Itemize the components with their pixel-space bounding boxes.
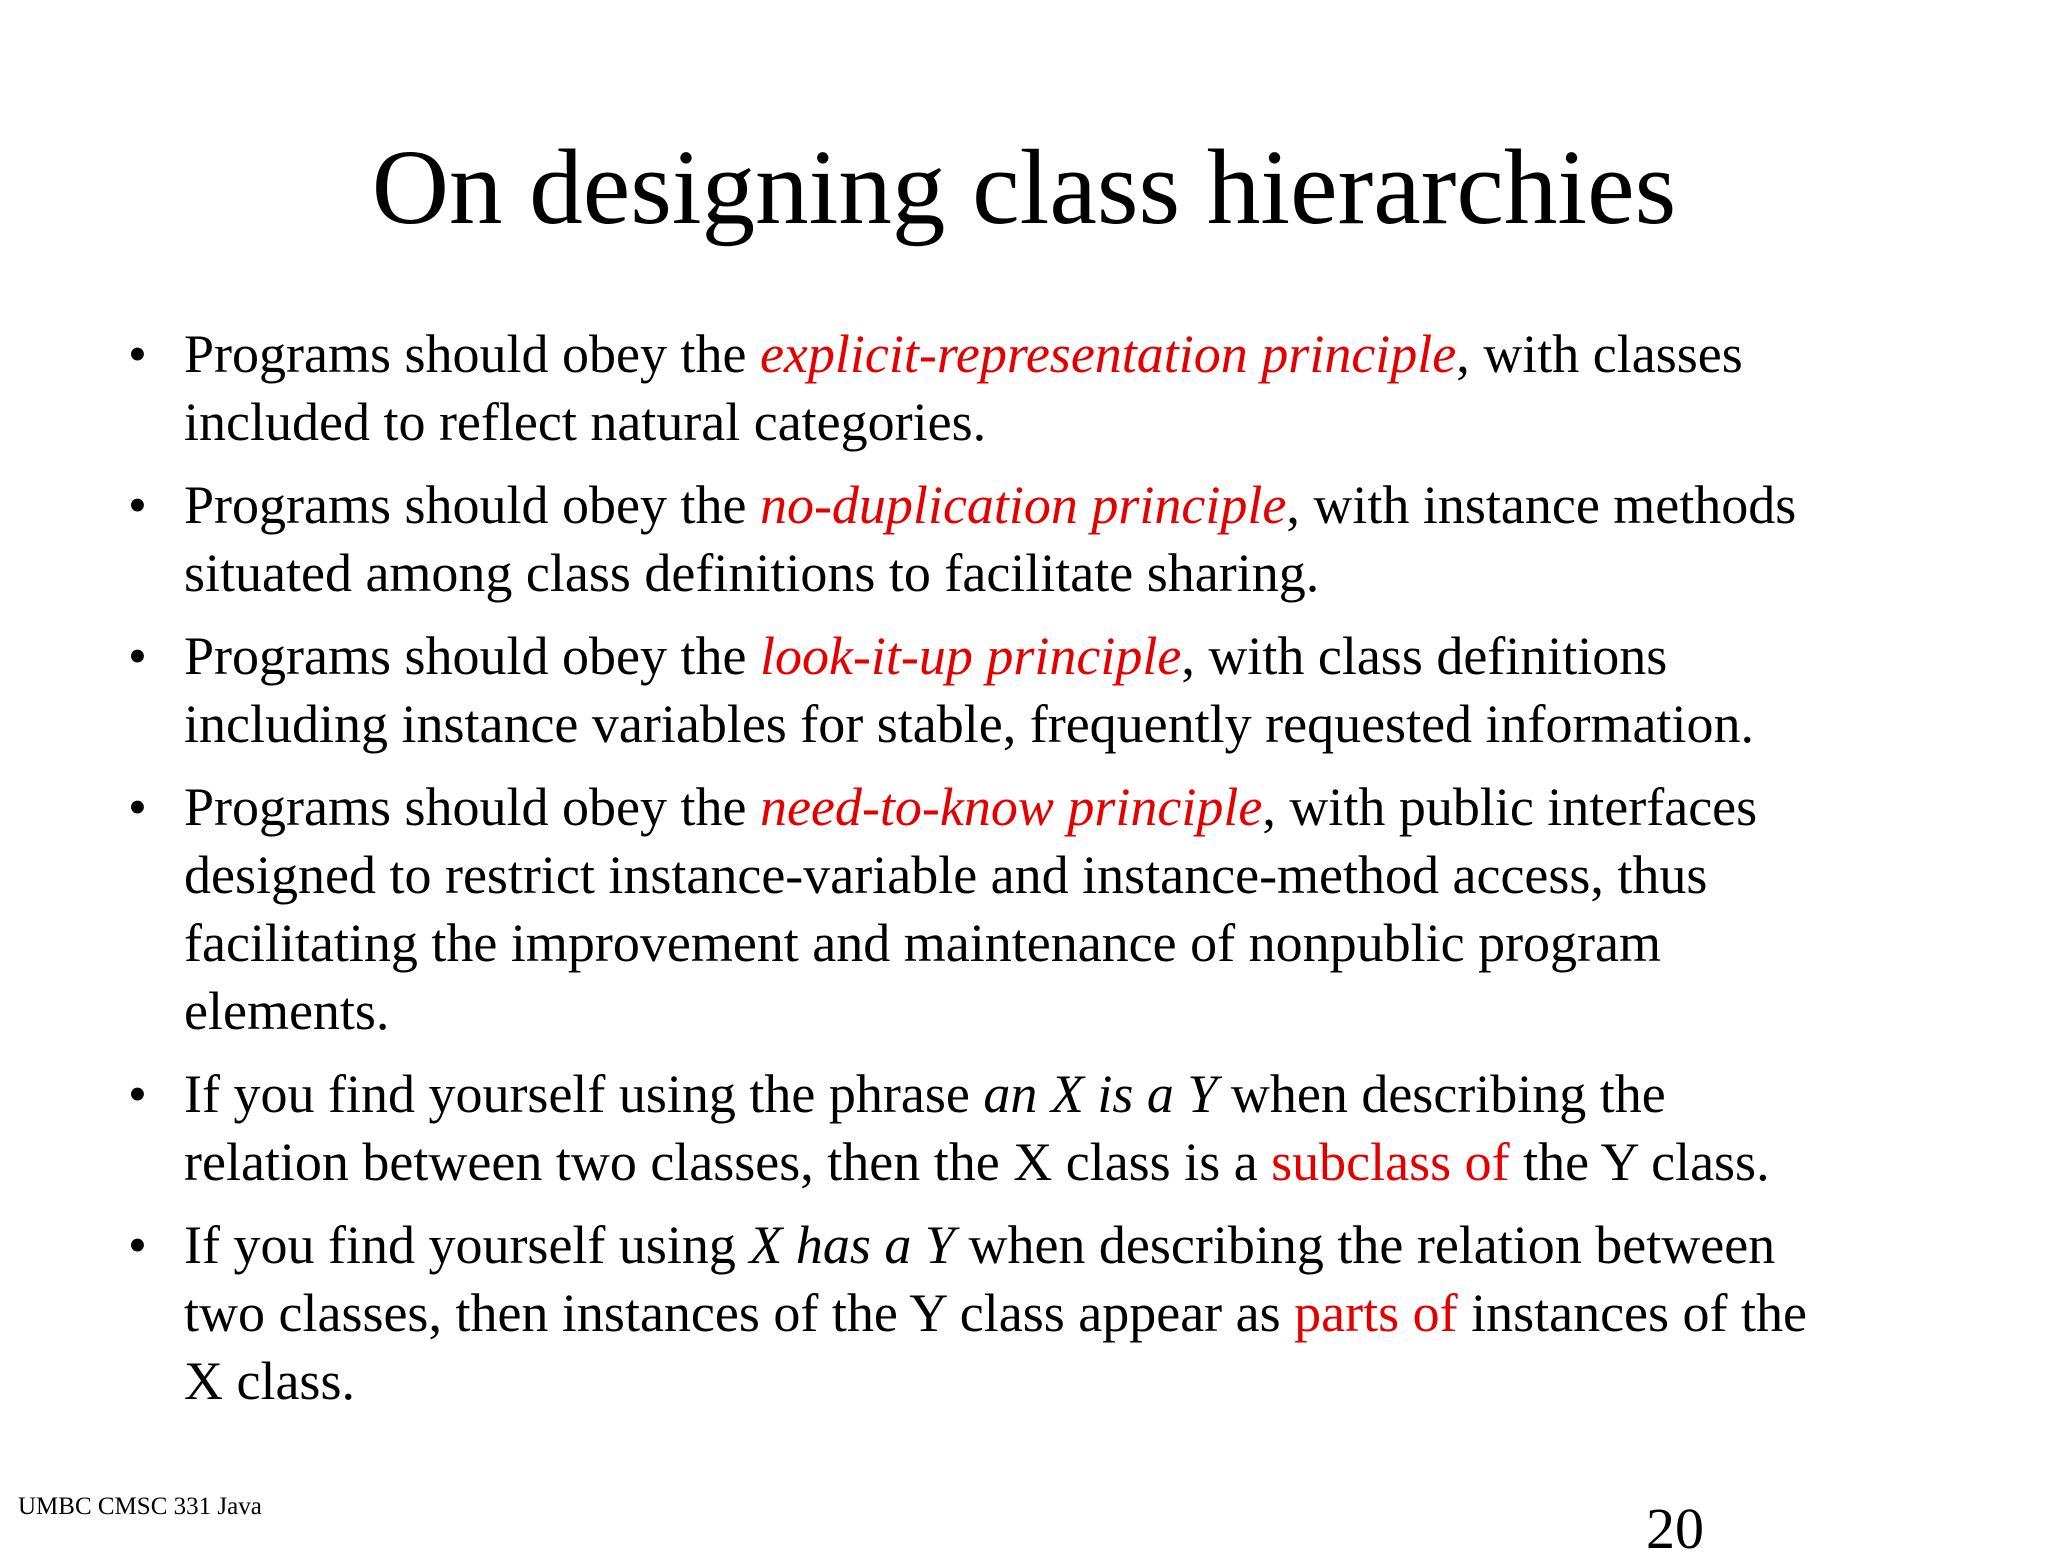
bullet-text-part: Programs should obey the [184, 626, 760, 686]
bullet-item [0, 471, 2048, 607]
bullet-text-part: , with class definitions including instance variables for stable, frequently requested information. [184, 626, 1754, 754]
bullet-text-part: the Y class. [1509, 1132, 1770, 1192]
example-phrase: an X is a Y [983, 1064, 1218, 1124]
bullet-text-part: If you find yourself using the phrase [184, 1064, 984, 1124]
slide-title: On designing class hierarchies [371, 129, 1677, 247]
principle-term: look-it-up principle [759, 626, 1182, 686]
bullet-list [0, 320, 2048, 1430]
principle-term: need-to-know principle [759, 777, 1263, 837]
bullet-item [0, 320, 2048, 456]
bullet-text [184, 471, 1944, 607]
bullet-item [0, 773, 2048, 1045]
bullet-text-part: instances of the X class. [184, 1283, 1807, 1411]
bullet-text-part: Programs should obey the [184, 324, 760, 384]
bullet-marker: • [128, 1064, 147, 1124]
relation-term: subclass of [1271, 1132, 1510, 1192]
bullet-marker: • [128, 626, 147, 686]
bullet-marker: • [128, 1215, 147, 1275]
bullet-text-part: when describing the relation between two classes, then the X class is a [184, 1064, 1666, 1192]
page-number: 20 [1646, 1496, 1704, 1561]
relation-term: parts of [1294, 1283, 1458, 1343]
principle-term: no-duplication principle [759, 475, 1287, 535]
bullet-marker: • [128, 324, 147, 384]
bullet-text-part: , with instance methods situated among class definitions to facilitate sharing. [184, 475, 1797, 603]
bullet-item [0, 1211, 2048, 1415]
bullet-item [0, 1060, 2048, 1196]
bullet-marker: • [128, 475, 147, 535]
bullet-text [184, 622, 1944, 758]
bullet-text [184, 773, 1944, 1045]
bullet-text-part: Programs should obey the [184, 475, 760, 535]
principle-term: explicit-representation principle [759, 324, 1457, 384]
bullet-text-part: , with classes included to reflect natural categories. [184, 324, 1743, 452]
example-phrase: X has a Y [749, 1215, 955, 1275]
bullet-text [184, 1060, 1944, 1196]
bullet-text-part: If you find yourself using [184, 1215, 750, 1275]
footer-course-label: UMBC CMSC 331 Java [18, 1493, 262, 1520]
bullet-text [184, 320, 1944, 456]
bullet-text-part: Programs should obey the [184, 777, 760, 837]
bullet-marker: • [128, 777, 147, 837]
bullet-text-part: when describing the relation between two classes, then instances of the Y class appear as [184, 1215, 1776, 1343]
bullet-text-part: , with public interfaces designed to restrict instance-variable and instance-method access, thus facilitating the improvement and maintenance of nonpublic program elements. [184, 777, 1758, 1041]
bullet-item [0, 622, 2048, 758]
bullet-text [184, 1211, 1944, 1415]
